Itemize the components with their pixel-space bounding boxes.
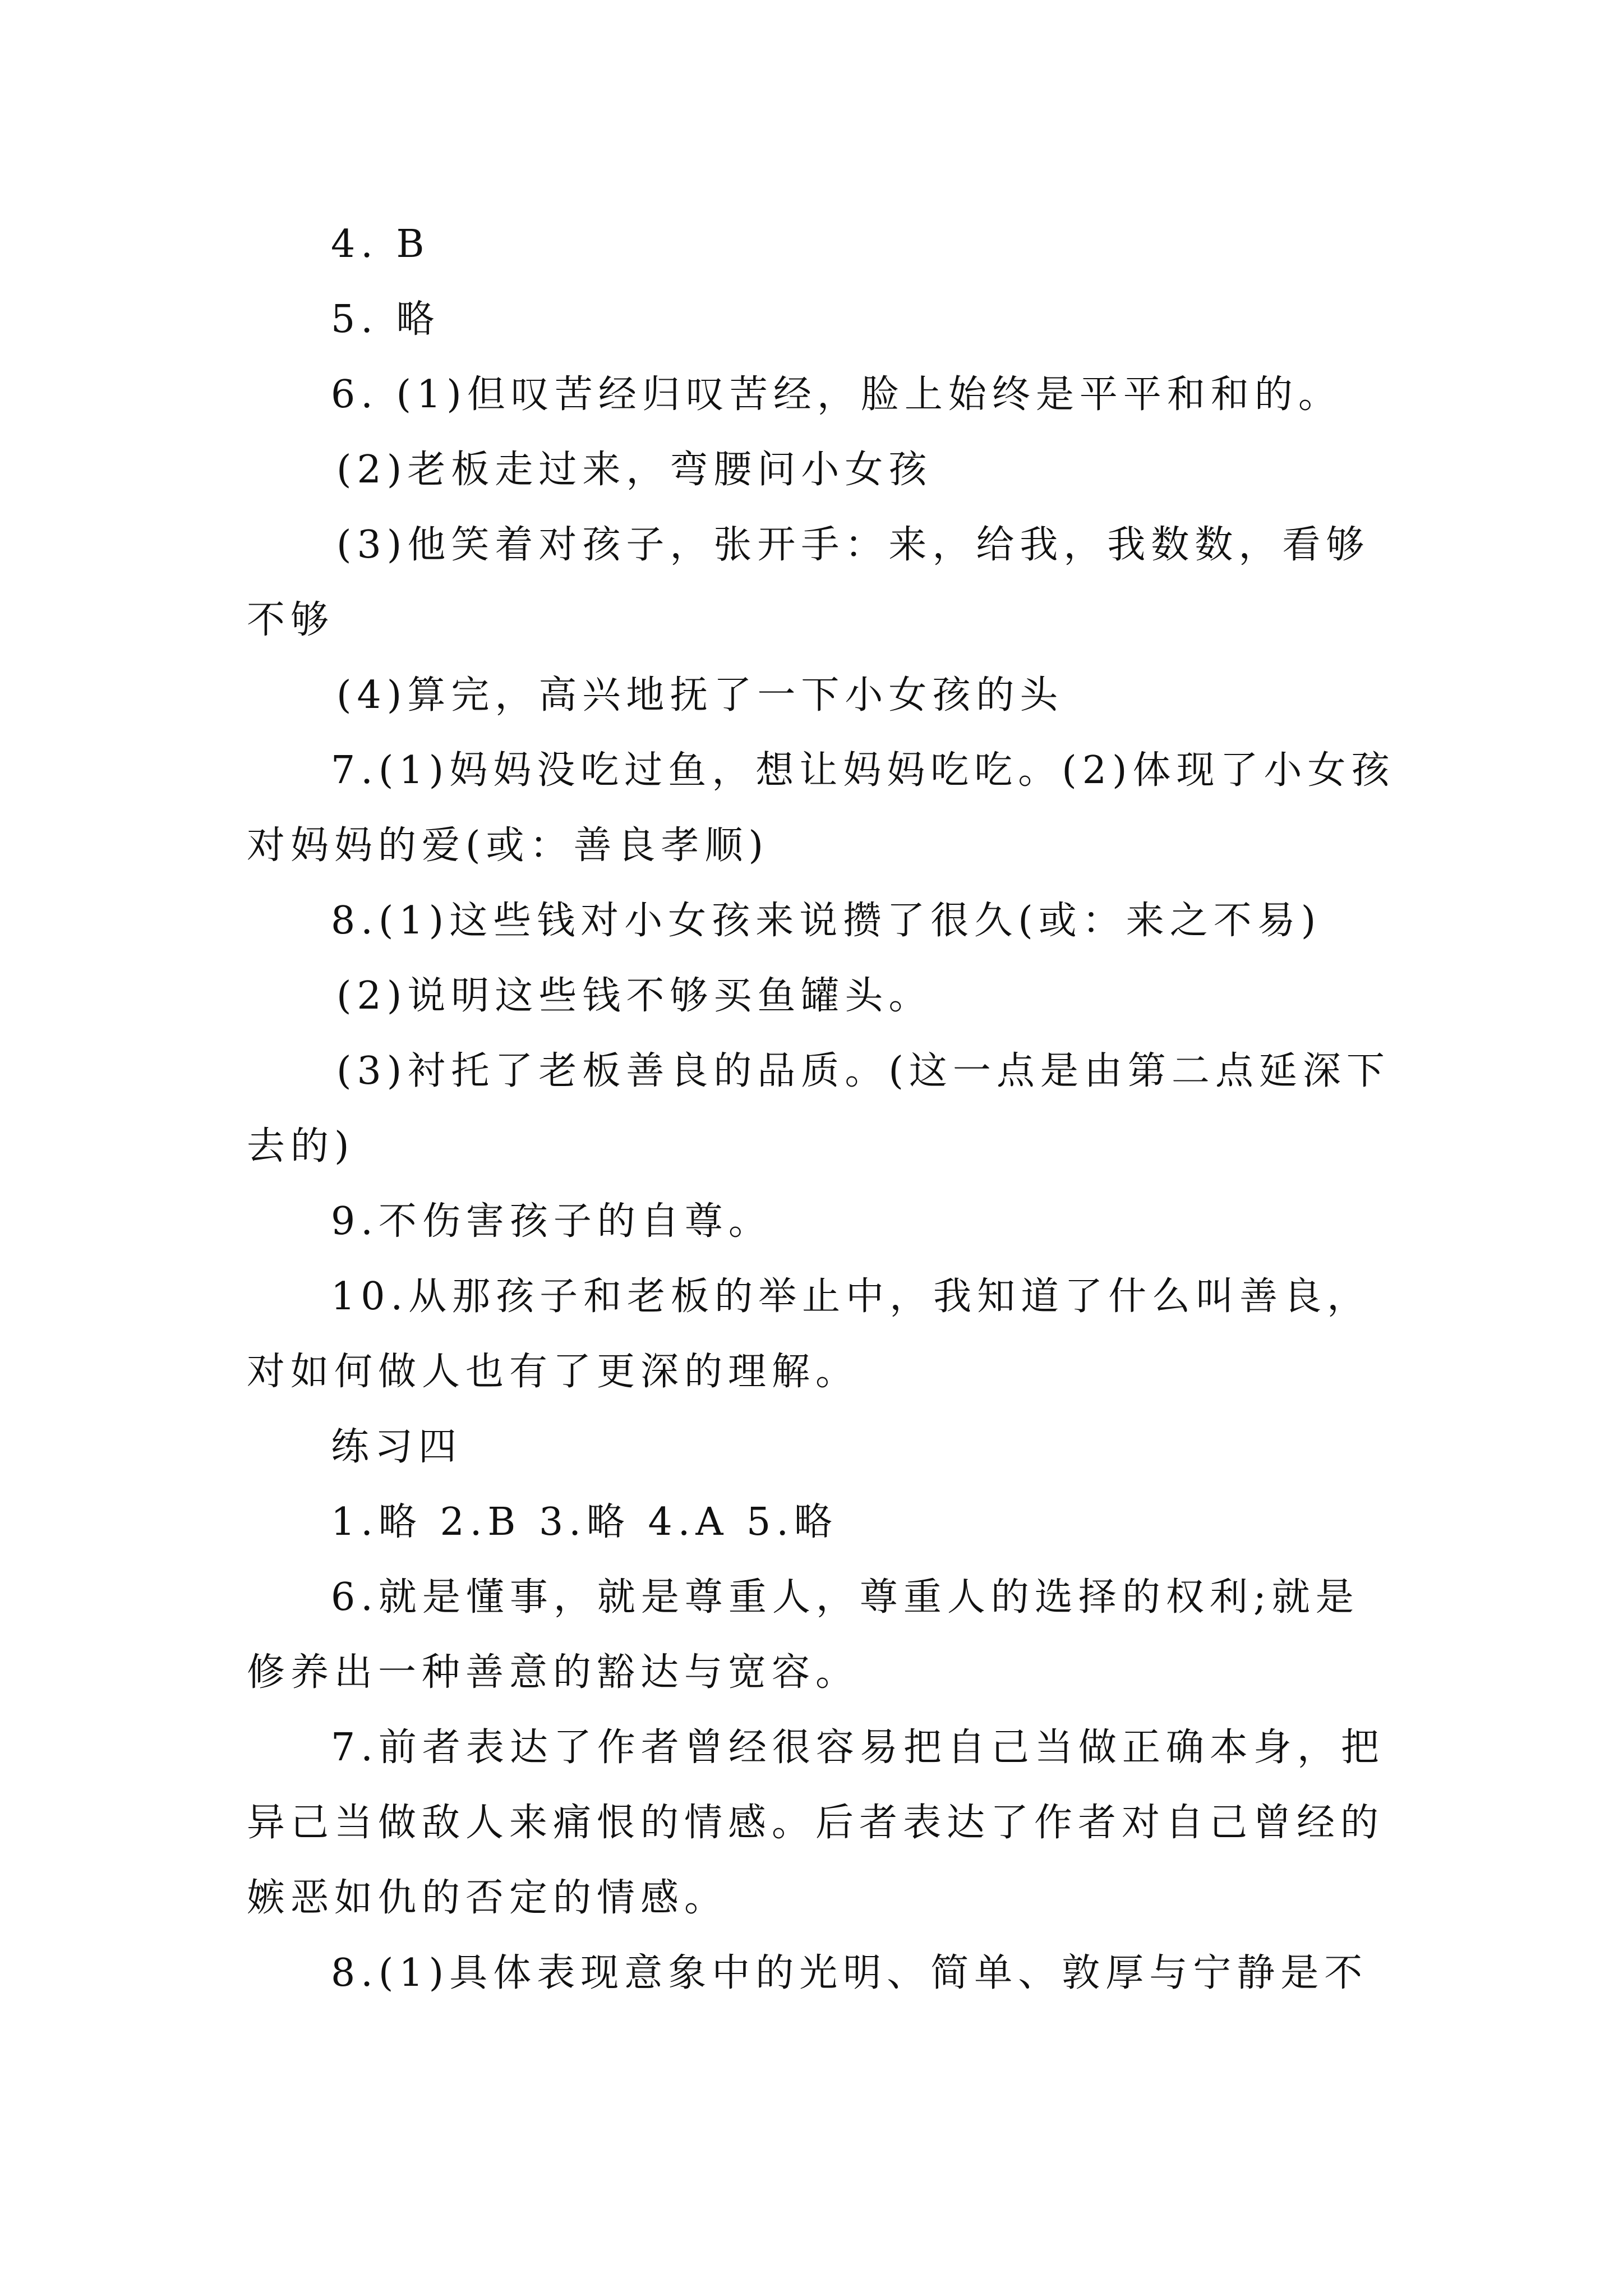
answer-line-7: 7.(1)妈妈没吃过鱼，想让妈妈吃吃。(2)体现了小女孩: [331, 748, 1395, 793]
answer-line-ex4-7: 7.前者表达了作者曾经很容易把自己当做正确本身，把: [331, 1726, 1385, 1770]
answer-line-8-3-cont: 去的): [247, 1124, 355, 1168]
answer-line-9: 9.不伤害孩子的自尊。: [331, 1199, 772, 1244]
answer-line-6-3: (3)他笑着对孩子，张开手：来，给我，我数数，看够: [336, 523, 1370, 567]
answer-line-ex4-7-cont-2: 嫉恶如仇的否定的情感。: [247, 1876, 728, 1920]
answer-line-10: 10.从那孩子和老板的举止中，我知道了什么叫善良，: [331, 1274, 1371, 1319]
section-heading-exercise-4: 练习四: [331, 1425, 463, 1469]
answer-line-6-3-cont: 不够: [247, 598, 335, 642]
answer-line-6-2: (2)老板走过来，弯腰问小女孩: [336, 448, 933, 492]
answer-line-ex4-6-cont: 修养出一种善意的豁达与宽容。: [247, 1650, 860, 1695]
answer-line-ex4-1-5: 1.略 2.B 3.略 4.A 5.略: [331, 1500, 838, 1544]
answer-line-7-cont: 对妈妈的爱(或：善良孝顺): [247, 823, 769, 868]
answer-line-ex4-6: 6.就是懂事，就是尊重人，尊重人的选择的权利;就是: [331, 1575, 1359, 1619]
answer-line-8-1: 8.(1)这些钱对小女孩来说攒了很久(或：来之不易): [331, 899, 1322, 943]
answer-line-ex4-8: 8.(1)具体表现意象中的光明、简单、敦厚与宁静是不: [331, 1951, 1368, 1995]
answer-line-6-1: 6. (1)但叹苦经归叹苦经，脸上始终是平平和和的。: [331, 372, 1342, 417]
answer-line-8-3: (3)衬托了老板善良的品质。(这一点是由第二点延深下: [336, 1049, 1390, 1093]
answer-line-8-2: (2)说明这些钱不够买鱼罐头。: [336, 974, 933, 1018]
answer-line-4: 4. B: [331, 222, 430, 266]
answer-line-10-cont: 对如何做人也有了更深的理解。: [247, 1350, 860, 1394]
answer-line-6-4: (4)算完，高兴地抚了一下小女孩的头: [336, 673, 1064, 717]
answer-line-5: 5. 略: [331, 297, 440, 342]
answer-line-ex4-7-cont-1: 异己当做敌人来痛恨的情感。后者表达了作者对自己曾经的: [247, 1801, 1385, 1845]
